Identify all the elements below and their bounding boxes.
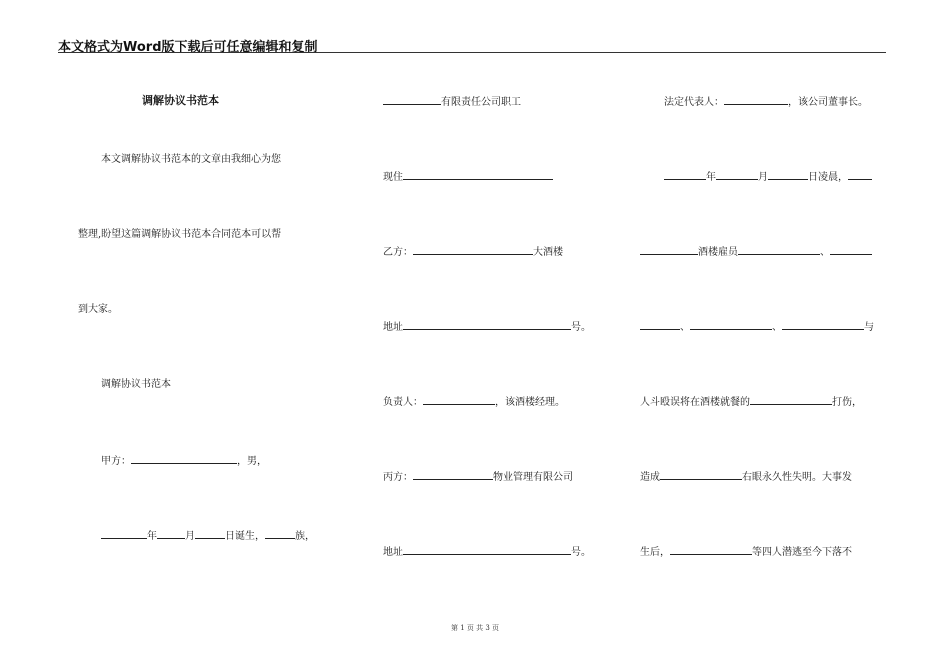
separator-text: 、 <box>820 247 830 258</box>
address-label-1: 地址 <box>383 322 403 333</box>
name-blank-3 <box>782 320 864 330</box>
property-company-text: 物业管理有限公司 <box>493 472 573 483</box>
and-text: 与 <box>864 322 874 333</box>
name-blank-2 <box>690 320 772 330</box>
names-line <box>640 320 874 334</box>
year-text: 年 <box>147 531 157 542</box>
incident-month-text: 月 <box>758 172 768 183</box>
address-label-2: 地址 <box>383 547 403 558</box>
flee-line <box>640 545 852 559</box>
party-c-label: 丙方： <box>383 472 413 483</box>
blind-text: 右眼永久性失明。大事发 <box>742 472 852 483</box>
separator-text: 、 <box>680 322 690 333</box>
fight-line <box>640 395 862 409</box>
manager-name-blank <box>423 395 495 405</box>
incident-month-blank <box>716 170 758 180</box>
intro-line-2: 整理,盼望这篇调解协议书范本合同范本可以帮 <box>78 229 282 240</box>
section-subtitle: 调解协议书范本 <box>101 379 171 390</box>
company-name-blank <box>383 95 441 105</box>
manager-label: 负责人： <box>383 397 423 408</box>
birth-day-blank <box>195 529 225 539</box>
birth-year-blank <box>101 529 147 539</box>
morning-text: 日凌晨， <box>808 172 848 183</box>
legal-rep-blank <box>724 95 788 105</box>
header-rule <box>58 52 886 53</box>
party-a-line <box>101 454 267 468</box>
birth-month-blank <box>157 529 185 539</box>
party-b-line <box>383 245 563 259</box>
address-blank-1 <box>403 320 571 330</box>
employee-line <box>640 245 872 259</box>
employee-blank-2 <box>738 245 820 255</box>
employee-blank-1 <box>640 245 698 255</box>
address-line-2 <box>383 545 591 559</box>
party-b-name-blank <box>413 245 533 255</box>
fight-prefix: 人斗殴误将在酒楼就餐的 <box>640 397 750 408</box>
ethnic-text: 族， <box>295 531 315 542</box>
page-footer: 第 1 页 共 3 页 <box>450 624 500 632</box>
incident-year-blank <box>664 170 706 180</box>
intro-line-1: 本文调解协议书范本的文章由我细心为您 <box>101 154 281 165</box>
party-b-label: 乙方： <box>383 247 413 258</box>
legal-rep-label: 法定代表人： <box>664 97 724 108</box>
current-address-label: 现住 <box>383 172 403 183</box>
current-address-blank <box>403 170 553 180</box>
number-text-1: 号。 <box>571 322 591 333</box>
flee-text: 等四人潜逃至今下落不 <box>752 547 852 558</box>
party-a-suffix: ，男， <box>237 456 267 467</box>
manager-line <box>383 395 565 409</box>
injury-line <box>640 470 852 484</box>
number-text-2: 号。 <box>571 547 591 558</box>
incident-year-text: 年 <box>706 172 716 183</box>
separator-text: 、 <box>772 322 782 333</box>
legal-rep-line <box>664 95 868 109</box>
legal-rep-suffix: ，该公司董事长。 <box>788 97 868 108</box>
suspects-blank <box>670 545 752 555</box>
employee-blank-3 <box>830 245 872 255</box>
month-text: 月 <box>185 531 195 542</box>
name-blank-1 <box>640 320 680 330</box>
company-staff-line <box>383 95 521 109</box>
party-a-label: 甲方： <box>101 456 131 467</box>
incident-day-blank <box>768 170 808 180</box>
address-line-1 <box>383 320 591 334</box>
address-blank-2 <box>403 545 571 555</box>
employee-text: 酒楼雇员 <box>698 247 738 258</box>
cause-text: 造成 <box>640 472 660 483</box>
manager-suffix: ，该酒楼经理。 <box>495 397 565 408</box>
party-c-name-blank <box>413 470 493 480</box>
birth-date-line <box>101 529 315 543</box>
victim-blank <box>750 395 832 405</box>
hotel-text: 大酒楼 <box>533 247 563 258</box>
document-header: 本文格式为Word版下载后可任意编辑和复制 <box>58 40 318 55</box>
party-a-name-blank <box>131 454 237 464</box>
incident-date-line <box>664 170 872 184</box>
intro-line-3: 到大家。 <box>78 304 118 315</box>
fight-suffix: 打伤， <box>832 397 862 408</box>
party-c-line <box>383 470 573 484</box>
current-address-line <box>383 170 553 184</box>
injured-blank <box>660 470 742 480</box>
morning-trailing-blank <box>848 170 872 180</box>
ethnic-blank <box>265 529 295 539</box>
after-text: 生后， <box>640 547 670 558</box>
company-staff-text: 有限责任公司职工 <box>441 97 521 108</box>
document-title: 调解协议书范本 <box>142 94 219 107</box>
born-text: 日诞生， <box>225 531 265 542</box>
